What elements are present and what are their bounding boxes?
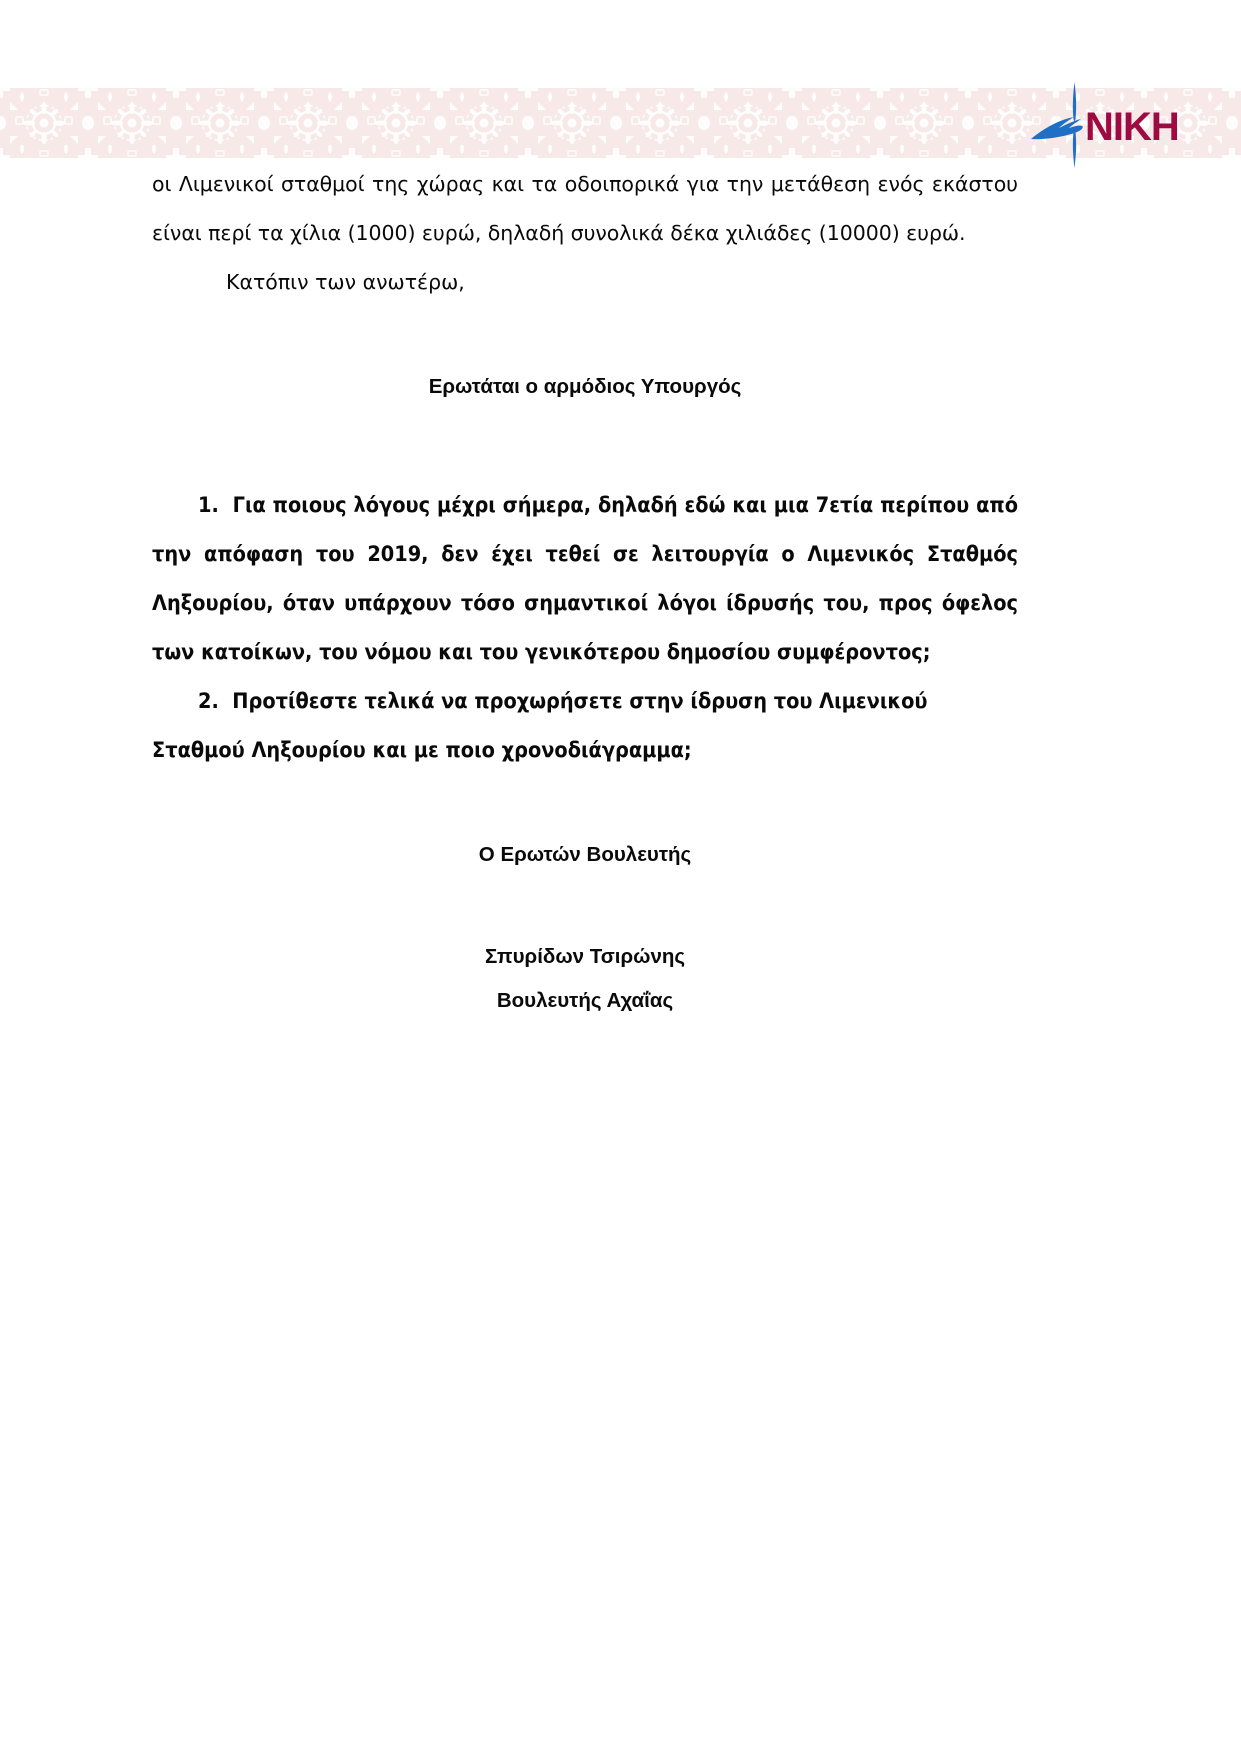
paragraph-opening: οι Λιμενικοί σταθμοί της χώρας και τα οδοιπορικά για την μετάθεση ενός εκάστου είναι περί τα χίλια (1000) ευρώ, δηλαδή συνολικά δέκα χιλιάδες (10000) ευρώ. [152,172,1018,245]
spacer [152,307,1018,365]
signature-title: Ο Ερωτών Βουλευτής [478,843,692,866]
spacer [152,409,1018,481]
question-item-2 [152,677,1018,775]
question-heading: Ερωτάται ο αρμόδιος Υπουργός [428,375,742,398]
spacer [152,775,1018,833]
signature-name: Σπυρίδων Τσιρώνης [484,945,686,968]
document-content [152,160,1018,1023]
question-item-2-text: Προτίθεστε τελικά να προχωρήσετε στην ίδρυση του Λιμενικού Σταθμού Ληξουρίου και με ποιο χρονοδιάγραμμα; [152,689,928,763]
logo-spike-lower-icon [1073,130,1076,168]
question-item-2-number: 2. [198,689,219,714]
paragraph-katopin: Κατόπιν των ανωτέρω, [226,270,465,294]
question-item-1-text-space [219,493,233,518]
question-item-1-number: 1. [198,493,219,518]
question-item-1-text: Για ποιους λόγους μέχρι σήμερα, δηλαδή εδώ και μια 7ετία περίπου από την απόφαση του 2019, δεν έχει τεθεί σε λειτουργία ο Λιμενικός Σταθμός Ληξουρίου, όταν υπάρχουν τόσο σημαντικοί λόγοι ίδρυσής του, προς όφελος των κατοίκων, του νόμου και του γενικότερου δημοσίου συμφέροντος; [152,493,1018,665]
question-item-2-text-space [219,689,232,714]
logo-wordmark: ΝΙΚΗ [1085,105,1179,149]
signature-role: Βουλευτής Αχαΐας [496,989,674,1012]
niki-logo [1029,82,1219,168]
logo-spike-icon [1073,82,1076,121]
question-item-1 [152,481,1018,677]
spacer [152,877,1018,935]
